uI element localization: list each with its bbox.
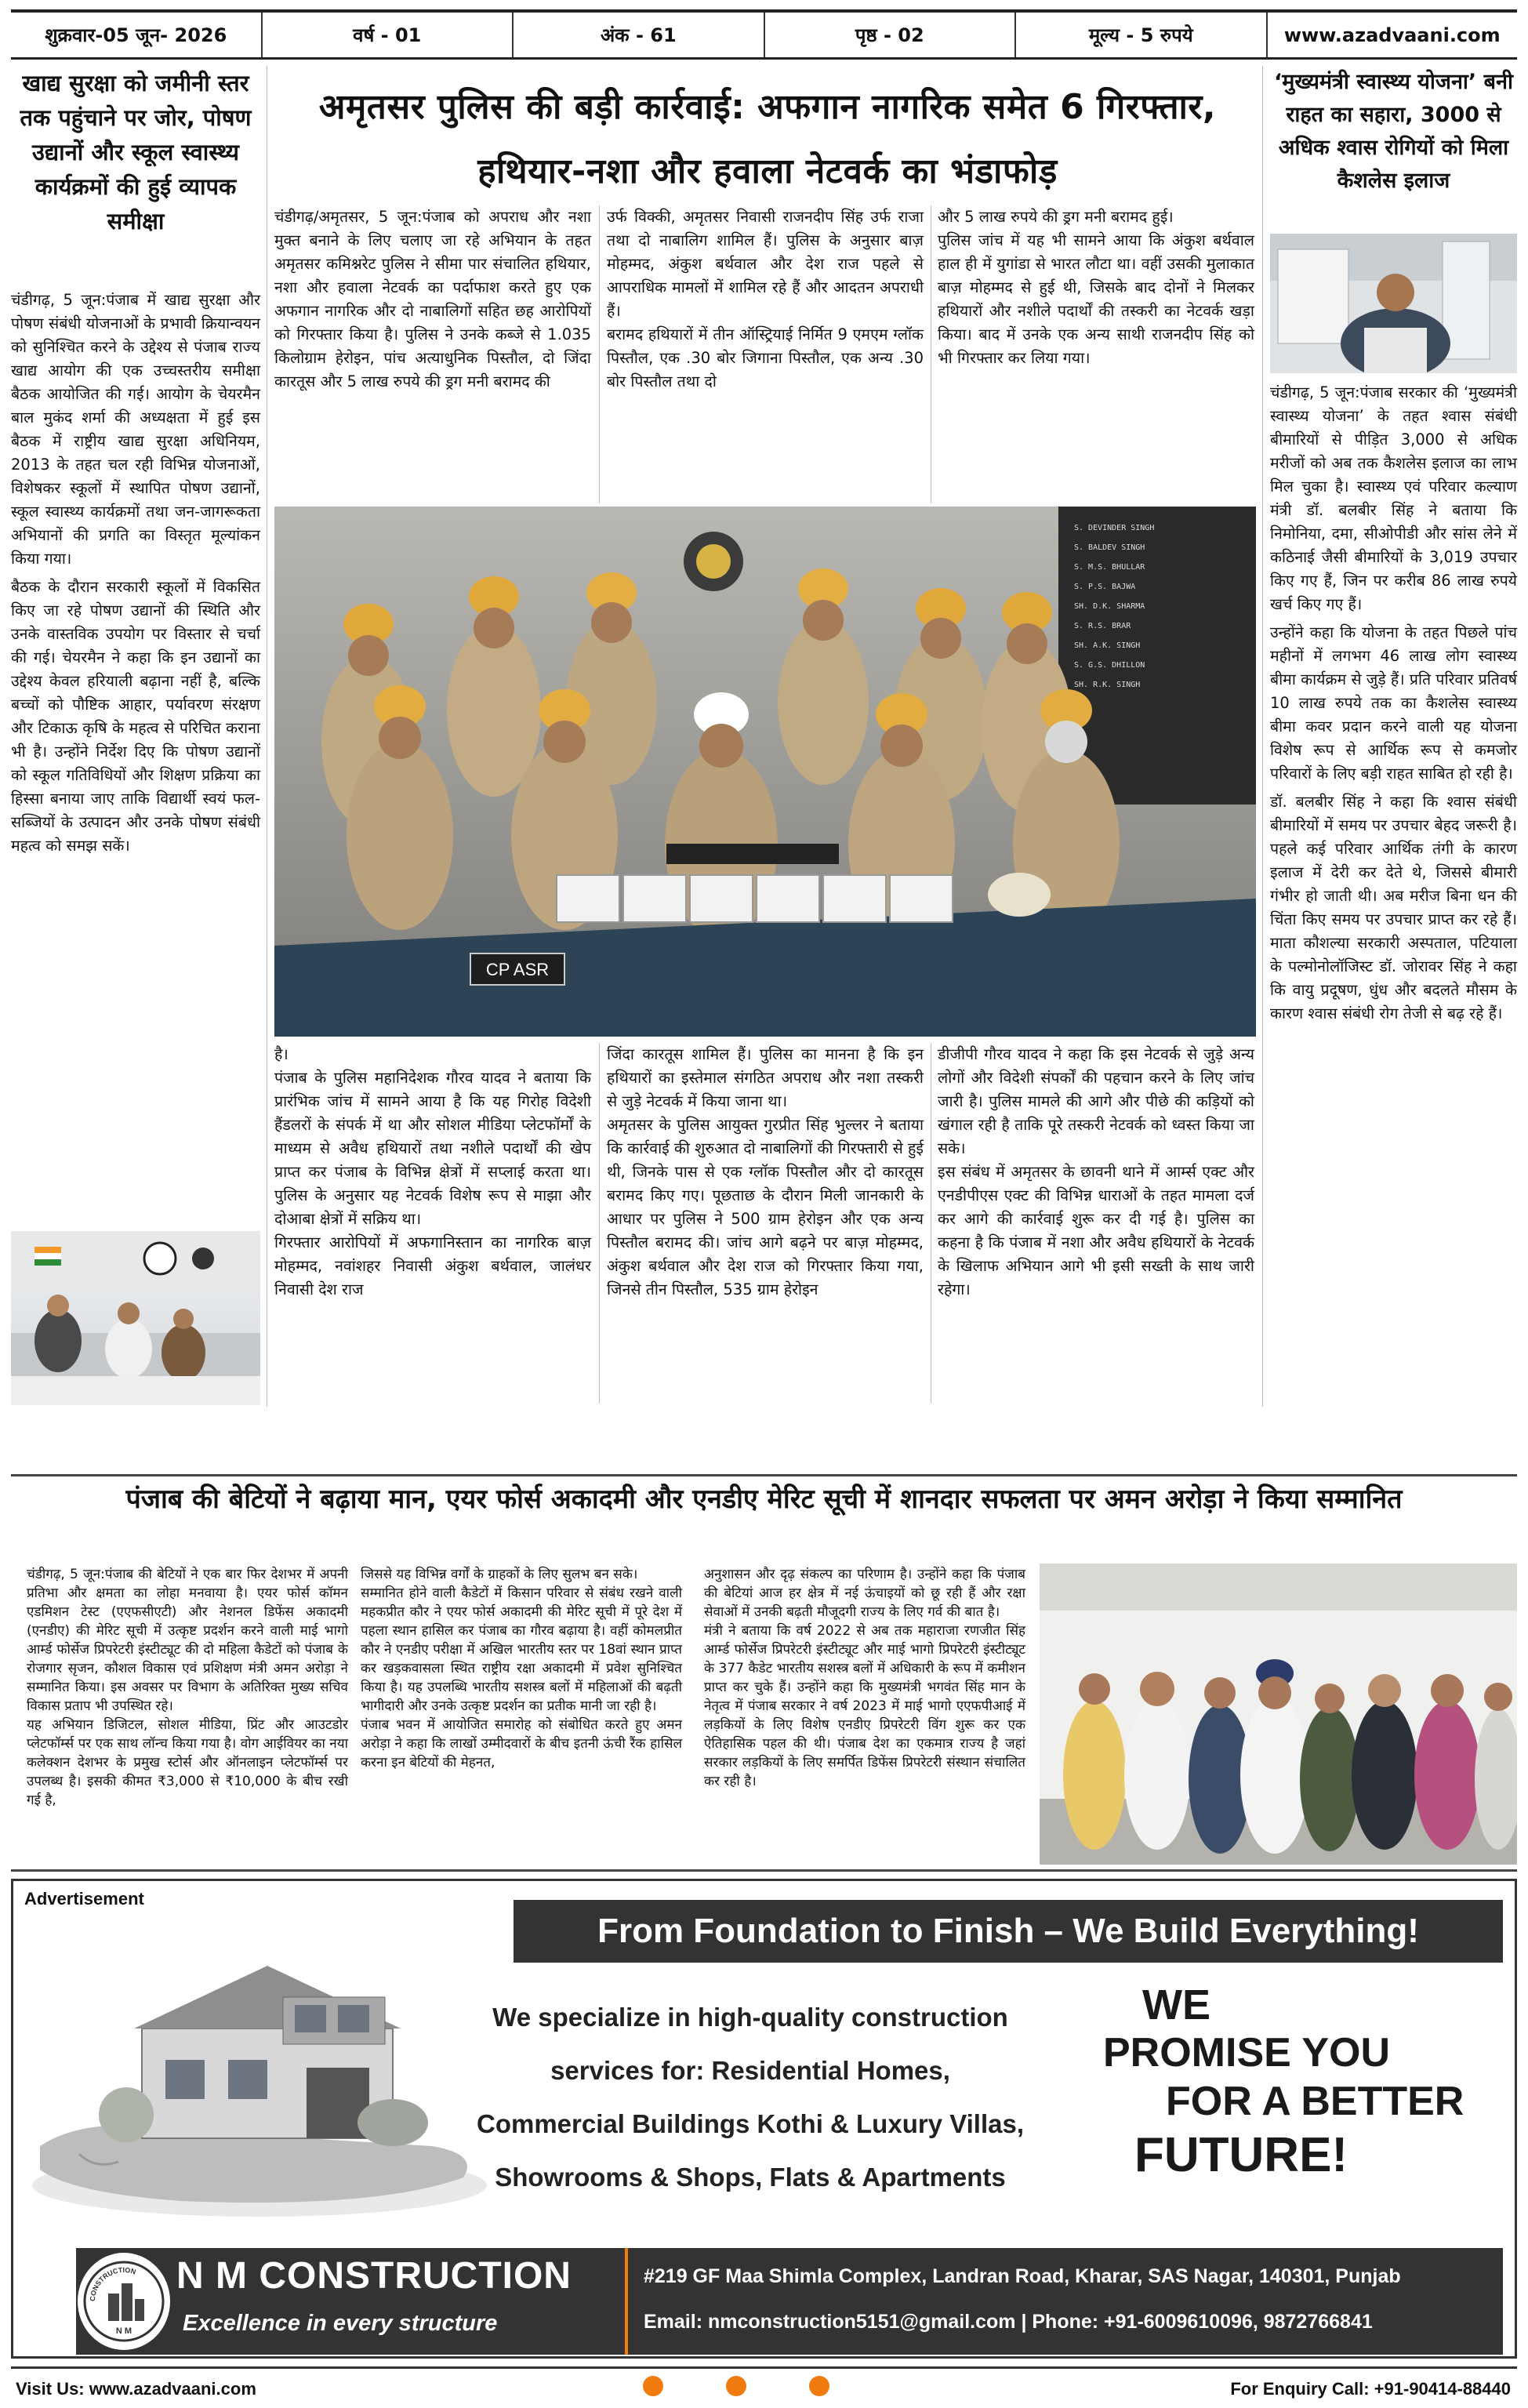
svg-text:S. P.S. BAJWA: S. P.S. BAJWA (1074, 583, 1136, 591)
ad-services-line: We specialize in high-quality construction (492, 2003, 1008, 2032)
main-story-column: उर्फ विक्की, अमृतसर निवासी राजनदीप सिंह उर्फ राजा तथा दो नाबालिग शामिल हैं। पुलिस के अनुसार बाज़ मोहम्मद, अंकुश बर्थवाल और देश राज पहले से आपराधिक मामलों में शामिल रहे हैं और आदतन अपराधी हैं। बरामद हथियारों में तीन ऑस्ट्रियाई निर्मित 9 एमएम ग्लॉक पिस्तौल, एक .30 बोर जिगाना पिस्तौल, एक अन्य .30 बोर पिस्तौल तथा दो (607, 208, 924, 390)
logo-arc-text: CONSTRUCTION (88, 2265, 137, 2302)
company-bar-accent (625, 2248, 628, 2355)
svg-text:S. M.S. BHULLAR: S. M.S. BHULLAR (1074, 563, 1145, 572)
company-address: #219 GF Maa Shimla Complex, Landran Road, Kharar, SAS Nagar, 140301, Punjab (644, 2265, 1401, 2287)
second-story-column: अनुशासन और दृढ़ संकल्प का परिणाम है। उन्होंने कहा कि पंजाब की बेटियां आज हर क्षेत्र में नई ऊंचाइयों को छू रही हैं और रक्षा सेवाओं में उनकी बढ़ती मौजूदगी राज्य के लिए गर्व की बात है। मंत्री ने बताया कि वर्ष 2022 से अब तक महाराजा रणजीत सिंह आर्म्ड फोर्सेज प्रिपरेटरी इंस्टीट्यूट और माई भागो प्रिपरेटरी इंस्टीट्यूट के 377 कैडेट भारतीय सशस्त्र बलों में अधिकारी के रूप में कमीशन प्राप्त कर चुके हैं। उन्होंने कहा कि मुख्यमंत्री भगवंत सिंह मान के नेतृत्व में पंजाब सरकार ने वर्ष 2023 में माई भागो एएफपीआई में लड़कियों के लिए विशेष एनडीए प्रिपरेटरी विंग शुरू कर एक ऐतिहासिक पहल की थी। पंजाब देश का एकमात्र राज्य है जहां सरकार लड़कियों के लिए समर्पित डिफेंस प्रिपरेटरी संस्थान संचालित कर रही है। (704, 1567, 1025, 1789)
ad-promise (1103, 1981, 1511, 2185)
left-story-headline: खाद्य सुरक्षा को जमीनी स्तर तक पहुंचाने पर जोर, पोषण उद्यानों और स्कूल स्वास्थ्य कार्यक्रमों की हुई व्यापक समीक्षा (20, 70, 252, 234)
company-logo (78, 2253, 170, 2350)
company-contact[interactable]: Email: nmconstruction5151@gmail.com | Phone: +91-6009610096, 9872766841 (644, 2311, 1373, 2333)
second-story-headline: पंजाब की बेटियों ने बढ़ाया मान, एयर फोर्स अकादमी और एनडीए मेरिट सूची में शानदार सफलता पर अमन अरोड़ा ने किया सम्मानित (125, 1484, 1403, 1515)
issue-date: शुक्रवार-05 जून- 2026 (11, 13, 263, 57)
page-number: पृष्ठ - 02 (765, 13, 1017, 57)
right-story-headline: ‘मुख्यमंत्री स्वास्थ्य योजना’ बनी राहत का सहारा, 3000 से अधिक श्वास रोगियों को मिला कैशलेस इलाज (1274, 70, 1513, 193)
main-story-headline: अमृतसर पुलिस की बड़ी कार्रवाई: अफगान नागरिक समेत 6 गिरफ्तार, हथियार-नशा और हवाला नेटवर्क का भंडाफोड़ (318, 87, 1217, 191)
masthead-bar (11, 9, 1517, 60)
footer-enquiry[interactable]: For Enquiry Call: +91-90414-88440 (1230, 2379, 1511, 2399)
ad-promise-line: FUTURE! (1134, 2128, 1348, 2182)
footer-dots (643, 2376, 829, 2396)
dot-icon (809, 2376, 829, 2396)
ad-promise-line: FOR A BETTER (1166, 2079, 1464, 2124)
svg-text:SH. R.K. SINGH: SH. R.K. SINGH (1074, 681, 1141, 689)
svg-text:S. R.S. BRAR: S. R.S. BRAR (1074, 622, 1131, 630)
volume-number: वर्ष - 01 (263, 13, 514, 57)
left-story-photo (11, 1231, 260, 1405)
footer-website[interactable]: Visit Us: www.azadvaani.com (16, 2379, 256, 2399)
right-story-body (1270, 381, 1517, 1030)
right-story-paragraph: डॉ. बलबीर सिंह ने कहा कि श्वास संबंधी बीमारियों में समय पर उपचार बेहद जरूरी है। पहले कई परिवार आर्थिक तंगी के कारण इलाज में देरी कर देते थे, जिससे बीमारी गंभीर हो जाती थी। अब मरीज बिना धन की चिंता किए समय पर उपचार प्राप्त कर रहे हैं।माता कौशल्या सरकारी अस्पताल, पटियाला के पल्मोनोलॉजिस्ट डॉ. जोरावर सिंह ने कहा कि वायु प्रदूषण, धुंध और बदलते मौसम के कारण श्वास संबंधी रोग तेजी से बढ़ रहे हैं। (1270, 793, 1517, 1022)
ad-banner: From Foundation to Finish – We Build Everything! (514, 1900, 1503, 1963)
section-divider (11, 1474, 1517, 1476)
footer-rule (11, 2366, 1517, 2369)
svg-text:S. G.S. DHILLON: S. G.S. DHILLON (1074, 661, 1145, 670)
ad-services-line: Commercial Buildings Kothi & Luxury Villas, (476, 2109, 1025, 2138)
svg-text:S. DEVINDER SINGH: S. DEVINDER SINGH (1074, 524, 1155, 532)
left-story-body (11, 289, 260, 863)
ad-promise-line: PROMISE YOU (1103, 2030, 1391, 2076)
price: मूल्य - 5 रुपये (1016, 13, 1268, 57)
ad-services-line: services for: Residential Homes, (550, 2056, 950, 2085)
right-story-paragraph: चंडीगढ़, 5 जून:पंजाब सरकार की ‘मुख्यमंत्री स्वास्थ्य योजना’ के तहत श्वास संबंधी बीमारियों से पीड़ित 3,000 से अधिक मरीजों को अब तक कैशलेस इलाज का लाभ मिल चुका है। स्वास्थ्य एवं परिवार कल्याण मंत्री डॉ. बलबीर सिंह ने बताया कि निमोनिया, दमा, सीओपीडी और सांस लेने में कठिनाई जैसी बीमारियों के 3,019 उपचार किए गए हैं, जिन पर करीब 86 लाख रुपये खर्च किए गए हैं। (1270, 383, 1517, 613)
main-story-photo (274, 507, 1256, 1037)
advertisement-box (11, 1879, 1517, 2359)
right-story-paragraph: उन्होंने कहा कि योजना के तहत पिछले पांच महीनों में लगभग 46 लाख लोग स्वास्थ्य बीमा कार्यक्रम से जुड़े हैं। प्रति परिवार प्रतिवर्ष 10 लाख रुपये तक का कैशलेस स्वास्थ्य बीमा कवर प्रदान करने वाली यह योजना विशेष रूप से आर्थिक रूप से कमजोर परिवारों के लिए बड़ी राहत साबित हो रही है। (1270, 623, 1517, 783)
main-story-column: डीजीपी गौरव यादव ने कहा कि इस नेटवर्क से जुड़े अन्य लोगों और विदेशी संपर्कों की पहचान करने के लिए जांच जारी है। पुलिस मामले की आगे और पीछे की कड़ियों को खंगाल रही है ताकि पूरे तस्करी नेटवर्क को ध्वस्त किया जा सके। इस संबंध में अमृतसर के छावनी थाने में आर्म्स एक्ट और एनडीपीएस एक्ट की विभिन्न धाराओं के तहत मामला दर्ज कर आगे की कार्रवाई शुरू कर दी गई है। पुलिस का कहना है कि पंजाब में नशा और अवैध हथियारों के नेटवर्क के खिलाफ अभियान आगे भी इसी सख्ती के साथ जारी रहेगा। (938, 1045, 1254, 1298)
advertisement-label: Advertisement (24, 1889, 144, 1909)
dot-icon (643, 2376, 663, 2396)
svg-text:SH. A.K. SINGH: SH. A.K. SINGH (1074, 641, 1141, 650)
ad-services-text (452, 1991, 1048, 2204)
section-divider (11, 1869, 1517, 1872)
main-story-column: है। पंजाब के पुलिस महानिदेशक गौरव यादव ने बताया कि प्रारंभिक जांच में सामने आया है कि यह गिरोह विदेशी हैंडलरों के संपर्क में था और सोशल मीडिया प्लेटफॉर्मों के माध्यम से अवैध हथियारों तथा नशीले पदार्थों की खेप प्राप्त कर पंजाब के विभिन्न क्षेत्रों में सप्लाई करता था। पुलिस के अनुसार यह नेटवर्क विशेष रूप से माझा और दोआबा क्षेत्रों में सक्रिय था। गिरफ्तार आरोपियों में अफगानिस्तान का नागरिक बाज़ मोहम्मद, नवांशहर निवासी अंकुश बर्थवाल, जालंधर निवासी देश राज (274, 1045, 591, 1298)
left-story-paragraph: बैठक के दौरान सरकारी स्कूलों में विकसित किए जा रहे पोषण उद्यानों की स्थिति और उनके वास्तविक उपयोग पर विस्तार से चर्चा की गई। चेयरमैन ने कहा कि इन उद्यानों का उद्देश्य केवल हरियाली बढ़ाना नहीं है, बल्कि बच्चों को पौष्टिक आहार, पर्यावरण संरक्षण और टिकाऊ कृषि के महत्व से परिचित कराना भी है। उन्होंने निर्देश दिए कि पोषण उद्यानों को स्कूल गतिविधियों और शिक्षण प्रक्रिया का हिस्सा बनाया जाए ताकि विद्यार्थी स्वयं फल-सब्जियों के उत्पादन और उनके पोषण संबंधी महत्व को समझ सकें। (11, 578, 260, 855)
svg-text:S. BALDEV SINGH: S. BALDEV SINGH (1074, 543, 1145, 552)
ad-promise-line: WE (1142, 1981, 1210, 2028)
dot-icon (726, 2376, 746, 2396)
svg-text:SH. D.K. SHARMA: SH. D.K. SHARMA (1074, 602, 1145, 611)
company-tagline: Excellence in every structure (183, 2311, 498, 2336)
second-story-column: चंडीगढ़, 5 जून:पंजाब की बेटियों ने एक बार फिर देशभर में अपनी प्रतिभा और क्षमता का लोहा मनवाया है। एयर फोर्स कॉमन एडमिशन टेस्ट (एएफसीएटी) और नेशनल डिफेंस अकादमी (एनडीए) की मेरिट सूची में उत्कृष्ट प्रदर्शन करने वाली माई भागो आर्म्ड फोर्सेज प्रिपरेटरी इंस्टीट्यूट की दो महिला कैडेटों को पंजाब के रोजगार सृजन, कौशल विकास एवं प्रशिक्षण मंत्री अमन अरोड़ा ने सम्मानित किया। इस अवसर पर विभाग के अतिरिक्त मुख्य सचिव विकास प्रताप भी उपस्थित रहे। यह अभियान डिजिटल, सोशल मीडिया, प्रिंट और आउटडोर प्लेटफॉर्म्स पर एक साथ लॉन्च किया गया है। वोग आईवियर का नया कलेक्शन देशभर के प्रमुख स्टोर्स और ऑनलाइन प्लेटफॉर्म्स पर उपलब्ध है। इसकी कीमत ₹3,000 से ₹10,000 के बीच रखी गई है, (27, 1567, 348, 1808)
photo-desk-sign: CP ASR (485, 960, 550, 979)
main-story-column: चंडीगढ़/अमृतसर, 5 जून:पंजाब को अपराध और नशा मुक्त बनाने के लिए चलाए जा रहे अभियान के तहत अमृतसर कमिश्नरेट पुलिस ने सीमा पार संचालित हथियार, नशा और हवाला नेटवर्क का पर्दाफाश करते हुए एक अफगान नागरिक और दो नाबालिगों सहित छह आरोपियों को गिरफ्तार किया है। पुलिस ने उनके कब्जे से 1.035 किलोग्राम हेरोइन, पांच अत्याधुनिक पिस्तौल, दो जिंदा कारतूस और 5 लाख रुपये की ड्रग मनी बरामद की (274, 208, 591, 390)
ad-company-bar (76, 2248, 1503, 2355)
main-story-column: जिंदा कारतूस शामिल हैं। पुलिस का मानना है कि इन हथियारों का इस्तेमाल संगठित अपराध और नशा तस्करी से जुड़े नेटवर्क में किया जाना था। अमृतसर के पुलिस आयुक्त गुरप्रीत सिंह भुल्लर ने बताया कि कार्रवाई की शुरुआत दो नाबालिगों की गिरफ्तारी से हुई थी, जिनके पास से एक ग्लॉक पिस्तौल और दो कारतूस बरामद किए गए। पूछताछ के दौरान मिली जानकारी के आधार पर पुलिस ने 500 ग्राम हेरोइन और एक अन्य पिस्तौल बरामद की। जांच आगे बढ़ने पर बाज़ मोहम्मद, अंकुश बर्थवाल और देश राज को गिरफ्तार किया गया, जिनसे तीन पिस्तौल, 535 ग्राम हेरोइन (607, 1045, 924, 1298)
house-on-hand-illustration (24, 1911, 495, 2225)
company-name: N M CONSTRUCTION (176, 2255, 572, 2297)
logo-initials: N M (115, 2326, 132, 2336)
website-link[interactable]: www.azadvaani.com (1283, 24, 1501, 46)
second-story-column: जिससे यह विभिन्न वर्गों के ग्राहकों के लिए सुलभ बन सके। सम्मानित होने वाली कैडेटों में किसान परिवार से संबंध रखने वाली महकप्रीत कौर ने एयर फोर्स अकादमी की मेरिट सूची में पूरे देश में पहला स्थान हासिल कर पंजाब का गौरव बढ़ाया है। वहीं कोमलप्रीत कौर ने एनडीए परीक्षा में अखिल भारतीय स्तर पर 18वां स्थान प्राप्त कर खड़कवासला स्थित राष्ट्रीय रक्षा अकादमी में प्रवेश सुनिश्चित किया है। यह उपलब्धि भारतीय सशस्त्र बलों में महिलाओं की बढ़ती भागीदारी और उनके उत्कृष्ट प्रदर्शन का प्रतीक मानी जा रही है। पंजाब भवन में आयोजित समारोह को संबोधित करते हुए अमन अरोड़ा ने कहा कि लाखों उम्मीदवारों के बीच इतनी ऊंची रैंक हासिल करना इन बेटियों की मेहनत, (361, 1567, 682, 1771)
issue-number: अंक - 61 (514, 13, 765, 57)
left-story-paragraph: चंडीगढ़, 5 जून:पंजाब में खाद्य सुरक्षा और पोषण संबंधी योजनाओं के प्रभावी क्रियान्वयन को सुनिश्चित करने के उद्देश्य से पंजाब राज्य खाद्य आयोग की एक उच्चस्तरीय समीक्षा बैठक आयोजित की गई। आयोग के चेयरमैन बाल मुकंद शर्मा की अध्यक्षता में हुई इस बैठक में राष्ट्रीय खाद्य सुरक्षा अधिनियम, 2013 के तहत चल रही विभिन्न योजनाओं, विशेषकर स्कूलों में स्थापित पोषण उद्यानों, स्कूल स्वास्थ्य कार्यक्रमों तथा जन-जागरूकता अभियानों की प्रगति का विस्तृत मूल्यांकन किया गया। (11, 291, 260, 568)
second-story-photo (1040, 1564, 1517, 1865)
right-story-photo (1270, 234, 1517, 373)
ad-services-line: Showrooms & Shops, Flats & Apartments (495, 2163, 1006, 2192)
main-story-column: और 5 लाख रुपये की ड्रग मनी बरामद हुई। पुलिस जांच में यह भी सामने आया कि अंकुश बर्थवाल हाल ही में युगांडा से भारत लौटा था। वहीं उसकी मुलाकात बाज़ मोहम्मद से हुई थी, जिसके बाद दोनों ने मिलकर हथियारों और नशीले पदार्थों की तस्करी का नेटवर्क खड़ा किया। बाद में उनके एक अन्य साथी राजनदीप सिंह को भी गिरफ्तार कर लिया गया। (938, 208, 1254, 367)
